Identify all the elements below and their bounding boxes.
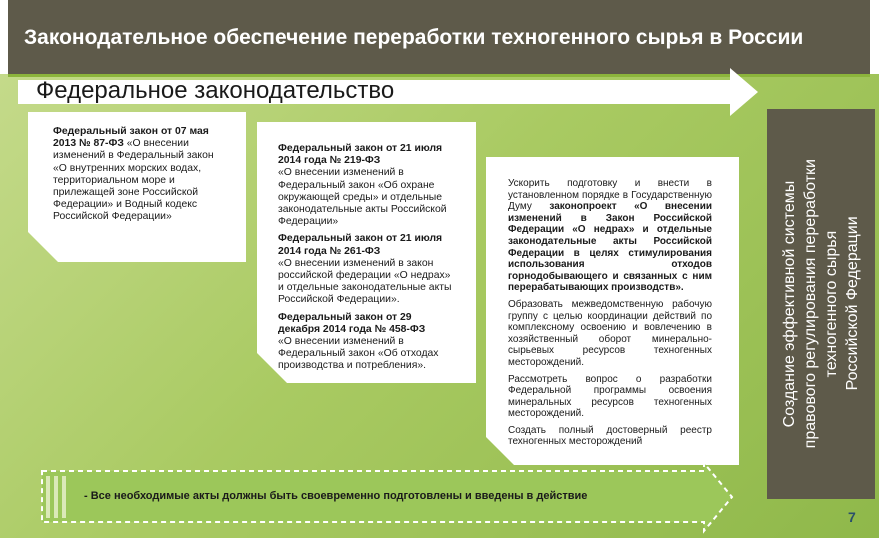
slide-title: Законодательное обеспечение переработки техногенного сырья в России xyxy=(24,26,804,49)
task-4: Создать полный достоверный реестр техногенных месторождений xyxy=(508,424,712,448)
page-number: 7 xyxy=(848,509,856,525)
law-458-title: Федеральный закон от 29 декабря 2014 года № 458-ФЗ xyxy=(278,311,426,335)
law-261-title: Федеральный закон от 21 июля 2014 года № 261-ФЗ xyxy=(278,233,443,257)
card-2-text xyxy=(278,143,454,378)
bottom-arrow-stripe xyxy=(62,476,66,518)
law-458-desc: «О внесении изменений в Федеральный закон «Об отходах производства и потребления». xyxy=(278,336,439,372)
task-2: Образовать межведомственную рабочую группу с целью координации действий по комплексному освоению и вовлечению в хозяйственный оборот минерально-сырьевых ресурсов техногенных месторождений. xyxy=(508,298,712,368)
bottom-arrow-text: - Все необходимые акты должны быть своевременно подготовлены и введены в действие xyxy=(84,490,588,502)
law-219-desc: «О внесении изменений в Федеральный закон «Об охране окружающей среды» и отдельные законодательные акты Российской Федерации» xyxy=(278,167,447,228)
law-87-title: Федеральный закон от 07 мая 2013 № 87-ФЗ xyxy=(53,126,209,150)
section-label: Федеральное законодательство xyxy=(36,77,395,104)
task-1-intro: Ускорить подготовку и внести в установленном порядке в Государственную Думу xyxy=(508,178,712,213)
card-3-text xyxy=(508,178,712,453)
bottom-arrow-stripe xyxy=(54,476,58,518)
bottom-arrow-stripe xyxy=(46,476,50,518)
conclusion-text: Создание эффективной системы правового регулирования переработки техногенного сырья Российской Федерации xyxy=(781,159,861,449)
card-1-text xyxy=(53,126,228,229)
task-1-bill: законопроект «О внесении изменений в Закон Российской Федерации «О недрах» и отдельные законодательные акты Российской Федерации в целях стимулирования использования отходов горнодобывающего и связанных с ним перерабатывающих производств». xyxy=(508,201,712,294)
law-219-title: Федеральный закон от 21 июля 2014 года № 219-ФЗ xyxy=(278,143,443,167)
task-3: Рассмотреть вопрос о разработки Федеральной программы освоения минеральных ресурсов техногенных месторождений. xyxy=(508,373,712,420)
law-261-desc: «О внесении изменений в закон российской федерации «О недрах» и отдельные законодательные акты Российской Федерации». xyxy=(278,257,452,306)
law-87-desc: «О внесении изменений в Федеральный закон «О внутренних морских водах, территориальном море и прилежащей зоне Российской Федерации» и Водный кодекс Российской Федерации» xyxy=(53,138,214,223)
